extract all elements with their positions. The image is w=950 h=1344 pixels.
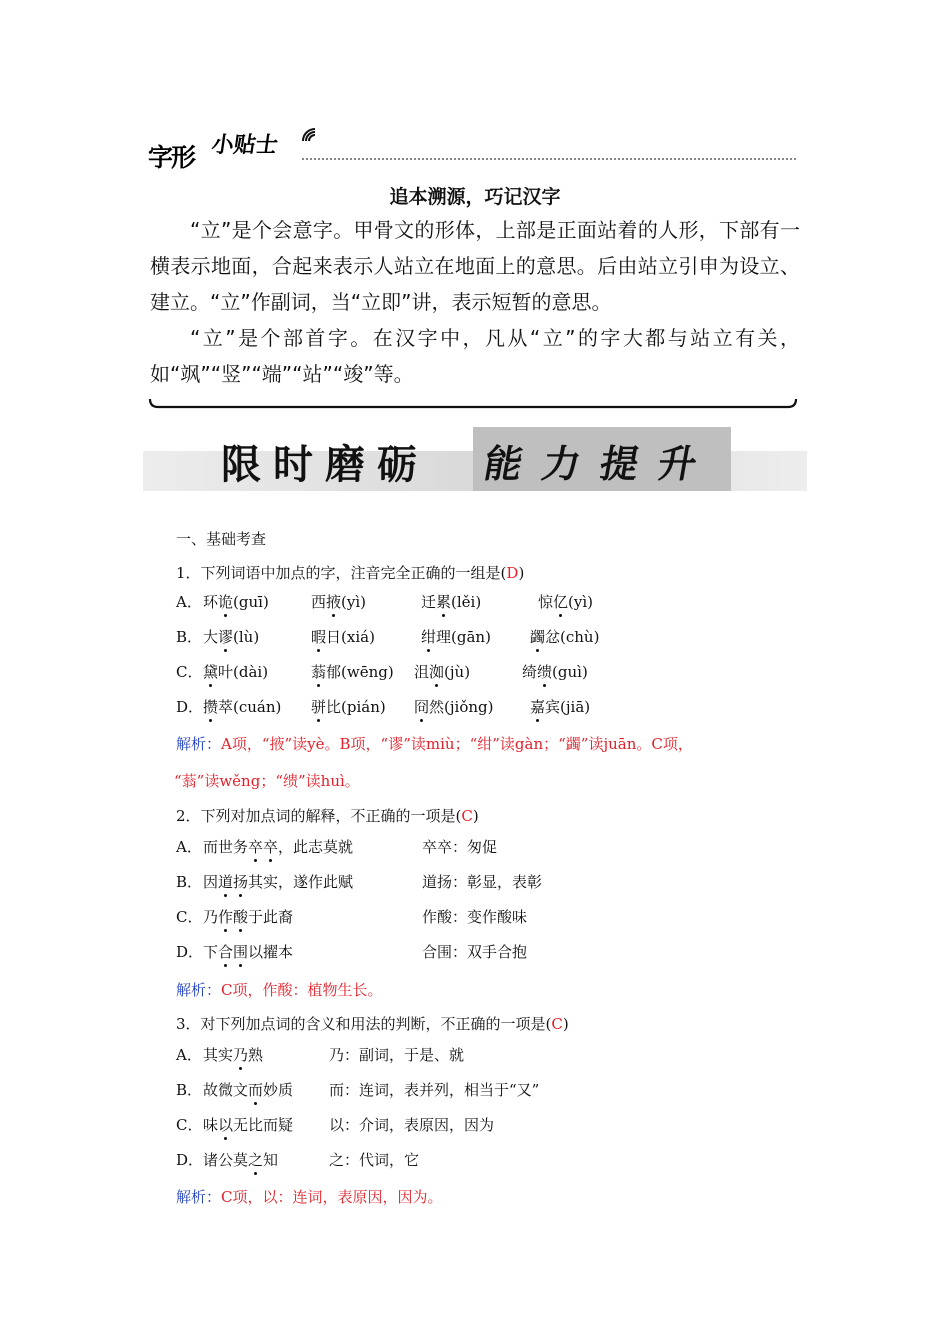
option-row bbox=[176, 1044, 816, 1066]
option-row bbox=[176, 626, 816, 648]
option-sentence: 其实乃熟 bbox=[203, 1046, 264, 1064]
analysis-text: C项，以：连词，表原因，因为。 bbox=[221, 1188, 443, 1206]
banner-subtitle: 能力提升 bbox=[480, 442, 721, 486]
option-sentence: 乃作酸于此裔 bbox=[203, 908, 294, 926]
option-letter: D． bbox=[176, 943, 204, 961]
analysis bbox=[176, 1186, 443, 1207]
analysis-label: 解析： bbox=[176, 735, 222, 753]
answer-letter: C bbox=[551, 1015, 563, 1033]
option-item: 西掖(yì) bbox=[311, 593, 367, 611]
option-item: 环诡(guī) bbox=[203, 593, 269, 611]
option-sentence: 因道扬其实，遂作此赋 bbox=[203, 873, 354, 891]
analysis bbox=[176, 979, 383, 1000]
option-letter: D． bbox=[176, 1151, 204, 1169]
option-explanation: 乃：副词，于是、就 bbox=[329, 1046, 465, 1064]
option-item: 冏然(jiǒng) bbox=[414, 698, 494, 716]
tip-header-sub: 小贴士 bbox=[209, 133, 280, 158]
option-letter: B． bbox=[176, 1081, 203, 1099]
analysis-label: 解析： bbox=[176, 981, 222, 999]
analysis-text: “蓊”读wěng；“缋”读huì。 bbox=[174, 772, 360, 790]
question-stem-text: 2．下列对加点词的解释，不正确的一项是( bbox=[176, 807, 462, 825]
option-row bbox=[176, 906, 816, 928]
analysis-text: A项，“掖”读yè。B项，“谬”读miù；“绀”读gàn；“蠲”读juān。C项， bbox=[221, 735, 693, 753]
option-item: 迁累(lěi) bbox=[421, 593, 482, 611]
option-letter: B． bbox=[176, 873, 203, 891]
tip-paragraph: “立”是个部首字。在汉字中，凡从“立”的字大都与站立有关，如“飒”“竖”“端”“站”“竣”等。 bbox=[150, 326, 800, 386]
question-stem-text: 1．下列词语中加点的字，注音完全正确的一组是( bbox=[176, 564, 507, 582]
analysis-continued bbox=[174, 770, 360, 791]
option-explanation: 卒卒：匆促 bbox=[422, 838, 498, 856]
option-sentence: 下合围以擢本 bbox=[203, 943, 294, 961]
option-sentence: 味以无比而疑 bbox=[203, 1116, 294, 1134]
option-letter: A． bbox=[176, 1046, 202, 1064]
option-letter: C． bbox=[176, 908, 203, 926]
option-letter: B． bbox=[176, 628, 203, 646]
tip-subtitle: 追本溯源，巧记汉字 bbox=[389, 186, 561, 208]
tip-header bbox=[148, 124, 798, 170]
option-row bbox=[176, 836, 816, 858]
option-explanation: 道扬：彰显，表彰 bbox=[422, 873, 543, 891]
option-item: 骈比(pián) bbox=[311, 698, 386, 716]
option-letter: C． bbox=[176, 1116, 203, 1134]
option-row bbox=[176, 941, 816, 963]
banner-highlight bbox=[473, 427, 731, 491]
analysis-label: 解析： bbox=[176, 1188, 222, 1206]
option-item: 大谬(lù) bbox=[203, 628, 260, 646]
option-explanation: 作酸：变作酸味 bbox=[422, 908, 528, 926]
option-explanation: 而：连词，表并列，相当于“又” bbox=[329, 1081, 540, 1099]
question-stem-close: ) bbox=[562, 1015, 569, 1033]
option-item: 攒萃(cuán) bbox=[203, 698, 282, 716]
section-banner bbox=[143, 427, 807, 495]
question-stem-close: ) bbox=[472, 807, 479, 825]
option-item: 绀理(gān) bbox=[421, 628, 491, 646]
question-1-stem bbox=[176, 562, 524, 583]
question-stem-text: 3．对下列加点词的含义和用法的判断，不正确的一项是( bbox=[176, 1015, 552, 1033]
tip-body bbox=[150, 212, 800, 392]
question-stem-close: ) bbox=[518, 564, 525, 582]
option-row bbox=[176, 661, 816, 683]
option-explanation: 合围：双手合抱 bbox=[422, 943, 528, 961]
option-item: 蠲忿(chù) bbox=[530, 628, 600, 646]
option-letter: A． bbox=[176, 593, 202, 611]
analysis bbox=[176, 733, 693, 754]
question-2-stem bbox=[176, 805, 479, 826]
option-letter: A． bbox=[176, 838, 202, 856]
option-sentence: 而世务卒卒，此志莫就 bbox=[203, 838, 354, 856]
option-item: 沮洳(jù) bbox=[414, 663, 471, 681]
question-3-stem bbox=[176, 1013, 569, 1034]
analysis-text: C项，作酸：植物生长。 bbox=[221, 981, 383, 999]
option-item: 黛叶(dài) bbox=[203, 663, 269, 681]
option-item: 绮缋(guì) bbox=[522, 663, 588, 681]
answer-letter: C bbox=[461, 807, 473, 825]
option-row bbox=[176, 591, 816, 613]
banner-title: 限时磨砺 bbox=[221, 442, 429, 488]
option-row bbox=[176, 1114, 816, 1136]
option-explanation: 以：介词，表原因，因为 bbox=[329, 1116, 495, 1134]
dotted-divider bbox=[302, 158, 796, 160]
tip-header-main: 字形 bbox=[148, 143, 195, 172]
option-item: 惊亿(yì) bbox=[538, 593, 594, 611]
option-sentence: 诸公莫之知 bbox=[203, 1151, 279, 1169]
option-item: 蓊郁(wēng) bbox=[311, 663, 394, 681]
bracket-divider bbox=[148, 398, 798, 414]
signal-icon bbox=[300, 126, 318, 144]
section-heading: 一、基础考查 bbox=[176, 530, 267, 548]
option-row bbox=[176, 871, 816, 893]
option-letter: C． bbox=[176, 663, 203, 681]
option-row bbox=[176, 1149, 816, 1171]
answer-letter: D bbox=[506, 564, 519, 582]
option-item: 嘉宾(jiā) bbox=[530, 698, 591, 716]
option-letter: D． bbox=[176, 698, 204, 716]
option-sentence: 故微文而妙质 bbox=[203, 1081, 294, 1099]
option-row bbox=[176, 1079, 816, 1101]
option-item: 暇日(xiá) bbox=[311, 628, 375, 646]
option-row bbox=[176, 696, 816, 718]
tip-paragraph: “立”是个会意字。甲骨文的形体，上部是正面站着的人形，下部有一横表示地面，合起来表示人站立在地面上的意思。后由站立引申为设立、建立。“立”作副词，当“立即”讲，表示短暂的意思。 bbox=[150, 218, 800, 314]
option-explanation: 之：代词，它 bbox=[329, 1151, 420, 1169]
